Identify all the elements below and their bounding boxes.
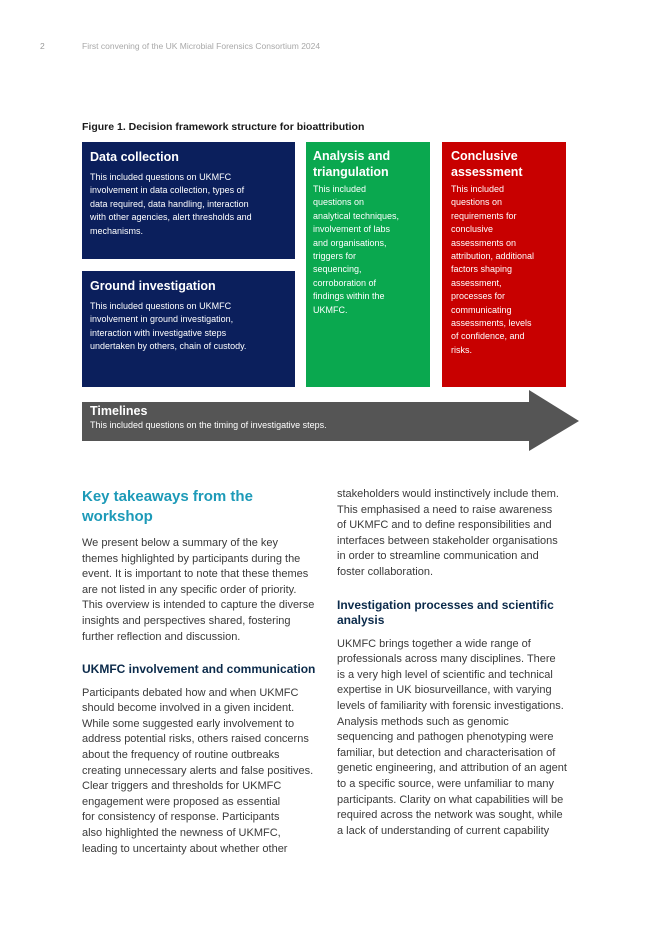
timeline-description: This included questions on the timing of investigative steps. bbox=[90, 420, 327, 430]
subheading-involvement: UKMFC involvement and communication bbox=[82, 662, 316, 677]
ground-investigation-title: Ground investigation bbox=[90, 279, 216, 293]
analysis-triangulation-description: This included questions on analytical techniques, involvement of labs and organisations, triggers for sequencing, corroboration of findings within the UKMFC. bbox=[313, 184, 400, 315]
analysis-triangulation-title: Analysis and triangulation bbox=[313, 149, 391, 179]
ground-investigation-description: This included questions on UKMFC involvement in ground investigation, interaction with investigative steps undertaken by others, chain of custody. bbox=[90, 301, 247, 352]
page-number: 2 bbox=[40, 41, 45, 51]
right-column bbox=[337, 487, 579, 839]
subheading-investigation: Investigation processes and scientific analysis bbox=[337, 597, 554, 628]
timeline-title: Timelines bbox=[90, 404, 148, 418]
intro-paragraph: We present below a summary of the key themes highlighted by participants during the event. It is important to note that these themes are not listed in any specific order of priority. This overview is intended to capture the diverse insights and perspectives shared, fostering further reflection and discussion. bbox=[82, 537, 315, 643]
ground-investigation-box bbox=[82, 271, 295, 387]
data-collection-description: This included questions on UKMFC involvement in data collection, types of data required, data handling, interaction with other agencies, alert thresholds and mechanisms. bbox=[90, 172, 252, 236]
section-heading: Key takeaways from the workshop bbox=[82, 488, 253, 525]
data-collection-title: Data collection bbox=[90, 150, 179, 164]
running-header-title: First convening of the UK Microbial Forensics Consortium 2024 bbox=[82, 41, 321, 51]
conclusive-assessment-title: Conclusive assessment bbox=[451, 149, 523, 179]
conclusive-assessment-box bbox=[442, 142, 566, 387]
continued-paragraph: stakeholders would instinctively include them. This emphasised a need to raise awareness of UKMFC and to define responsibilities and interfaces between stakeholder organisations in order to streamline communication and foster collaboration. bbox=[337, 488, 559, 578]
involvement-paragraph: Participants debated how and when UKMFC should become involved in a given incident. While some suggested early involvement to address potential risks, others raised concerns about the frequency of routine outbreaks creating unnecessary alerts and false positives. Clear triggers and thresholds for UKMFC engagement were proposed as essential for consistency of response. Participants also highlighted the newness of UKMFC, leading to uncertainty about whether other bbox=[82, 686, 314, 855]
data-collection-box bbox=[82, 142, 295, 259]
figure-title: Figure 1. Decision framework structure for bioattribution bbox=[82, 121, 365, 133]
analysis-triangulation-box bbox=[306, 142, 430, 387]
left-column bbox=[82, 487, 324, 857]
investigation-paragraph: UKMFC brings together a wide range of professionals across many disciplines. There is a very high level of scientific and technical expertise in UK biosurveillance, with varying levels of familiarity with forensic investigations. Analysis methods such as genomic sequencing and pathogen phenotyping were familiar, but detection and characterisation of genetic engineering, and attribution of an agent to a specific source, were unfamiliar to many participants. Clarity on what capabilities will be required across the network was sought, while a lack of understanding of current capability bbox=[337, 637, 567, 837]
conclusive-assessment-description: This included questions on requirements for conclusive assessments on attribution, additional factors shaping assessment, processes for communicating assessments, levels of confidence, and risks. bbox=[451, 184, 535, 355]
